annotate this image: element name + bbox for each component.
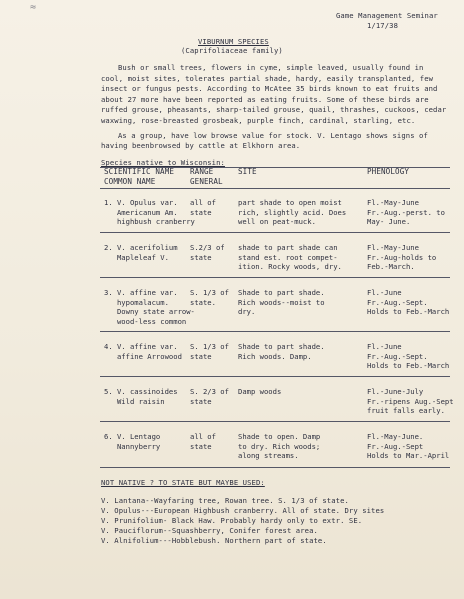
species-range: S. 1/3 of state [190,342,229,361]
species-range: S.2/3 of state [190,243,225,262]
row-rule [100,277,450,278]
header-general: GENERAL [190,177,223,186]
header-common-name: COMMON NAME [104,177,156,186]
staple-mark: ≈ [30,2,37,13]
header-scientific-name: SCIENTIFIC NAME [104,167,175,176]
intro-line: insect or fungus pests. According to McAtee 35 birds known to eat fruits and [101,84,438,93]
species-phenology: Fl.-May-June Fr.-Aug.-perst. to May- June. [367,198,445,227]
species-phenology: Fl.-June-July Fr.-ripens Aug.-Sept fruit falls early. [367,387,454,416]
row-rule [100,331,450,332]
document-title: VIBURNUM SPECIES [198,37,269,46]
list-item: V. Opulus---European Highbush cranberry. All of state. Dry sites [101,506,385,515]
row-rule [100,232,450,233]
not-native-heading: NOT NATIVE ? TO STATE BUT MAYBE USED: [101,478,265,487]
list-item: V. Pauciflorum--Squashberry, Conifer forest area. [101,526,318,535]
species-phenology: Fl.-May-June Fr.-Aug-holds to Feb.-March. [367,243,437,272]
header-phenology: PHENOLOGY [367,167,410,176]
species-range: S. 1/3 of state. [190,288,229,307]
species-name: 1. V. Opulus var. Americanum Am. highbush cranberry [104,198,195,227]
row-rule [100,376,450,377]
species-site: Shade to part shade. Rich woods. Damp. [238,342,325,361]
row-rule [100,421,450,422]
species-phenology: Fl.-May-June. Fr.-Aug.-Sept Holds to Mar.-April [367,432,450,461]
document-subtitle: (Caprifoliaceae family) [181,46,283,55]
species-site: part shade to open moist rich, slightly acid. Does well on peat-muck. [238,198,347,227]
species-name: 2. V. acerifolium Mapleleaf V. [104,243,178,262]
intro-line: about 27 more have been reported as eating fruits. Some of these birds are [101,95,429,104]
list-item: V. Alnifolium---Hobblebush. Northern part of state. [101,536,327,545]
table-caption: Species native to Wisconsin: [101,158,225,167]
seminar-title: Game Management Seminar [336,11,438,20]
intro-line: cool, moist sites, tolerates partial shade, hardy, easily transplanted, few [101,74,434,83]
list-item: V. Lantana--Wayfaring tree, Rowan tree. S. 1/3 of state. [101,496,349,505]
species-range: all of state [190,432,216,451]
list-item: V. Prunifolium- Black Haw. Probably hardy only to extr. SE. [101,516,363,525]
intro-line: Bush or small trees, flowers in cyme, simple leaved, usually found in [118,63,424,72]
species-name: 3. V. affine var. hypomalacum. Downy state arrow- wood-less common [104,288,195,326]
intro-line: ruffed grouse, pheasants, sharp-tailed grouse, quail, thrashes, cuckoos, cedar [101,105,447,114]
species-phenology: Fl.-June Fr.-Aug.-Sept. Holds to Feb.-March [367,342,450,371]
browse-line: having beenbrowsed by cattle at Elkhorn area. [101,141,301,150]
species-site: Shade to open. Damp to dry. Rich woods; along streams. [238,432,321,461]
species-range: S. 2/3 of state [190,387,229,406]
header-site: SITE [238,167,257,176]
table-bottom-rule [100,467,450,468]
browse-line: As a group, have low browse value for stock. V. Lentago shows signs of [118,131,428,140]
species-site: Damp woods [238,387,282,396]
intro-line: waxwing, rose-breasted grosbeak, purple finch, cardinal, starling, etc. [101,116,416,125]
header-rule [100,188,450,189]
header-range: RANGE [190,167,214,176]
species-phenology: Fl.-June Fr.-Aug.-Sept. Holds to Feb.-March [367,288,450,317]
species-site: Shade to part shade. Rich woods--moist to dry. [238,288,325,317]
species-site: shade to part shade can stand est. root compet- ition. Rocky woods, dry. [238,243,342,272]
species-name: 6. V. Lentago Nannyberry [104,432,161,451]
species-name: 4. V. affine var. affine Arrowood [104,342,182,361]
seminar-date: 1/17/38 [367,21,398,30]
species-range: all of state [190,198,216,217]
species-name: 5. V. cassinoides Wild raisin [104,387,178,406]
